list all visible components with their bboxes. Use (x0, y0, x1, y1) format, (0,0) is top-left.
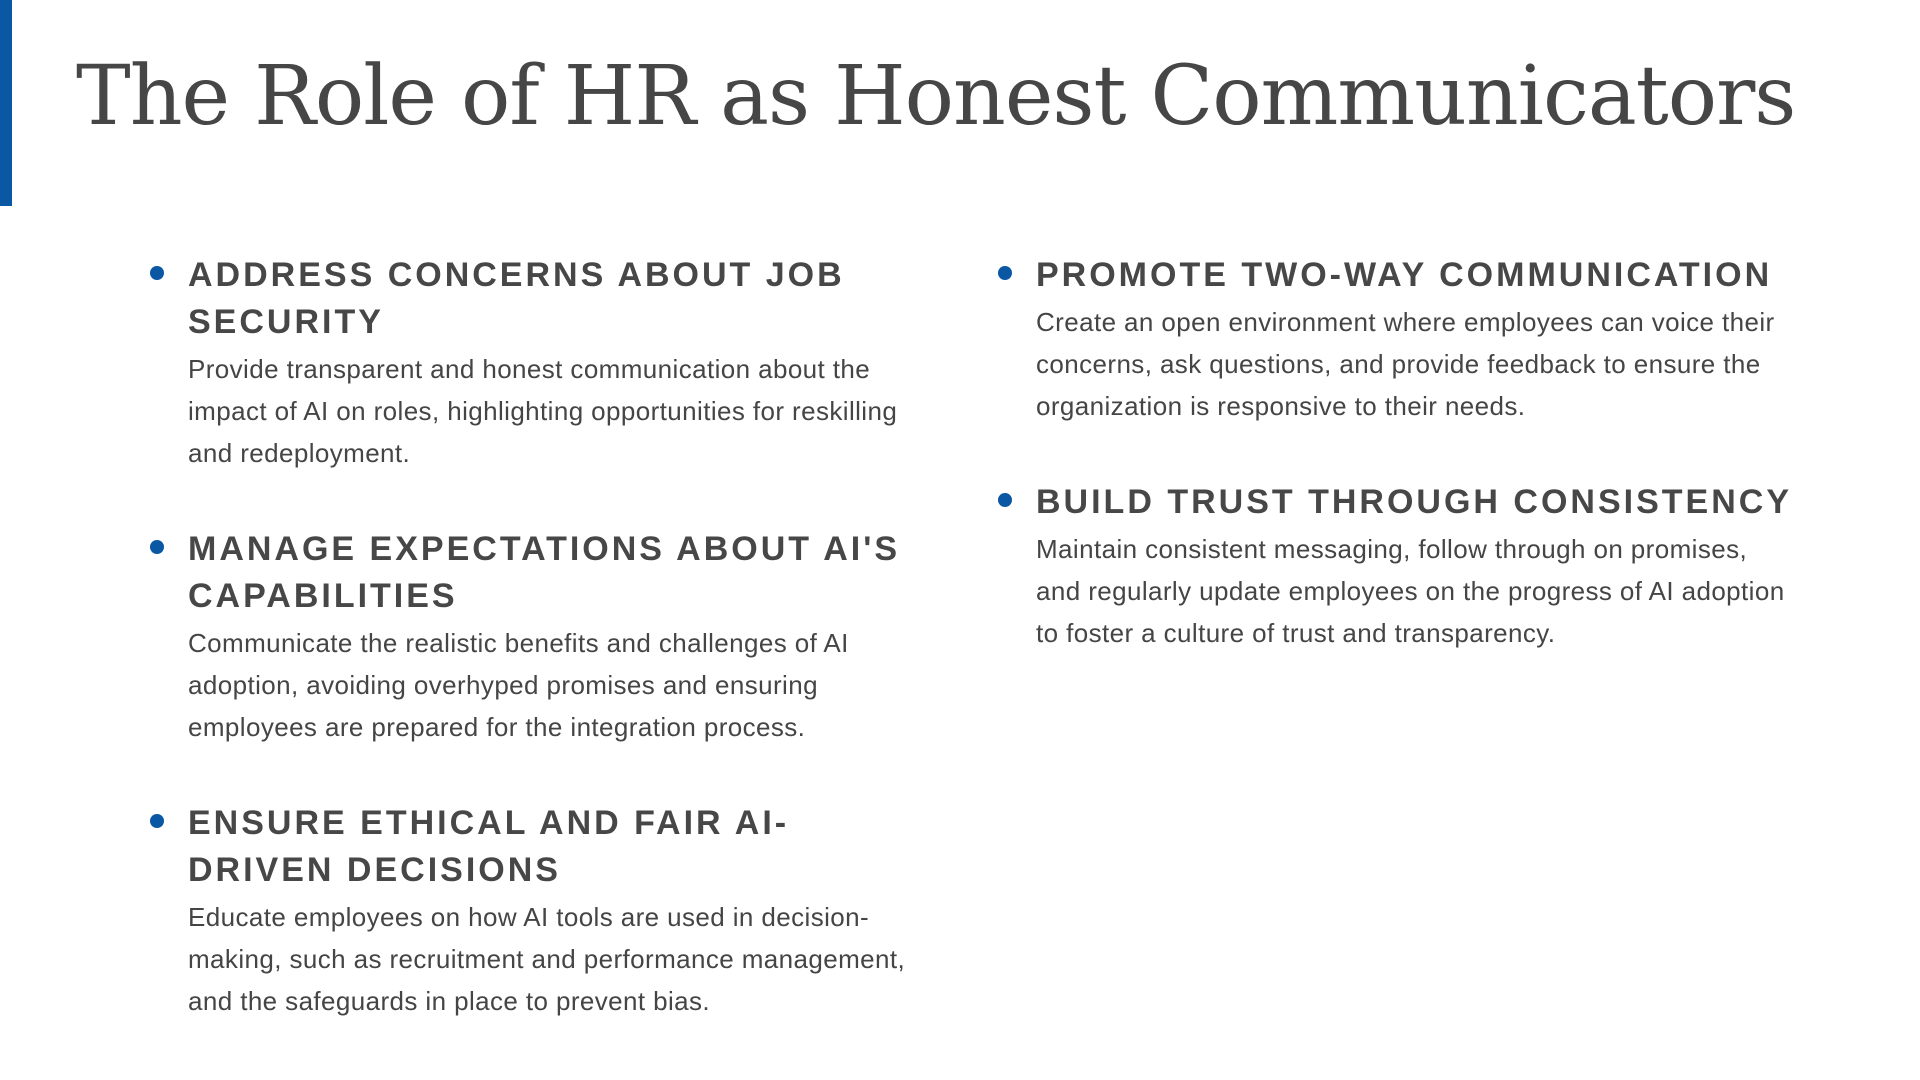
title-accent-bar (0, 0, 12, 206)
right-column (998, 252, 1798, 706)
item-heading: ENSURE ETHICAL AND FAIR AI-DRIVEN DECISIONS (188, 804, 790, 889)
item-description: Communicate the realistic benefits and challenges of AI adoption, avoiding overhyped promises and ensuring employees are prepared for the integration process. (188, 628, 849, 742)
item-description: Educate employees on how AI tools are used in decision-making, such as recruitment and performance management, and the safeguards in place to prevent bias. (188, 902, 906, 1016)
item-description: Provide transparent and honest communication about the impact of AI on roles, highlighting opportunities for reskilling and redeployment. (188, 354, 898, 468)
bullet-icon (998, 266, 1012, 280)
list-item-ai-capabilities (150, 526, 910, 748)
bullet-icon (150, 266, 164, 280)
slide-title: The Role of HR as Honest Communicators (76, 49, 1796, 144)
item-heading: PROMOTE TWO-WAY COMMUNICATION (1036, 256, 1773, 294)
left-column (150, 252, 910, 1074)
bullet-icon (150, 814, 164, 828)
item-heading: MANAGE EXPECTATIONS ABOUT AI'S CAPABILITIES (188, 530, 900, 615)
list-item-job-security (150, 252, 910, 474)
list-item-two-way-communication (998, 252, 1798, 427)
list-item-ethical-decisions (150, 800, 910, 1022)
bullet-icon (998, 493, 1012, 507)
item-description: Maintain consistent messaging, follow through on promises, and regularly update employees on the progress of AI adoption to foster a culture of trust and transparency. (1036, 534, 1785, 648)
bullet-icon (150, 540, 164, 554)
item-heading: BUILD TRUST THROUGH CONSISTENCY (1036, 483, 1792, 521)
list-item-trust-consistency (998, 479, 1798, 654)
item-description: Create an open environment where employees can voice their concerns, ask questions, and provide feedback to ensure the organization is responsive to their needs. (1036, 307, 1775, 421)
item-heading: ADDRESS CONCERNS ABOUT JOB SECURITY (188, 256, 845, 341)
